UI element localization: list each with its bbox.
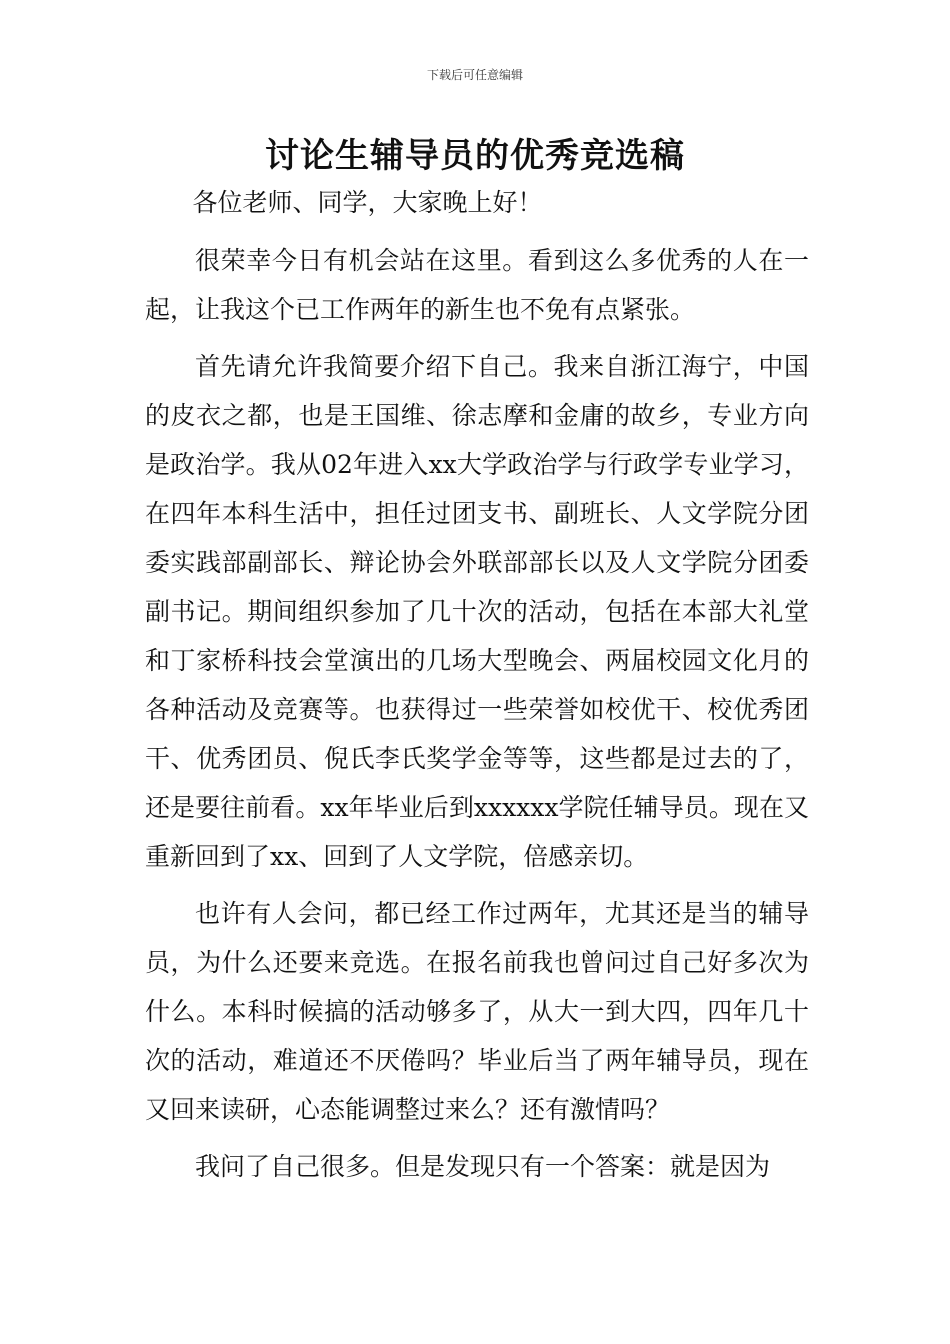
body-paragraph: 首先请允许我简要介绍下自己。我来自浙江海宁，中国的皮衣之都，也是王国维、徐志摩和金庸的故乡，专业方向是政治学。我从02年进入xx大学政治学与行政学专业学习，在四年本科生活中，担任过团支书、副班长、人文学院分团委实践部副部长、辩论协会外联部部长以及人文学院分团委副书记。期间组织参加了几十次的活动，包括在本部大礼堂和丁家桥科技会堂演出的几场大型晚会、两届校园文化月的各种活动及竞赛等。也获得过一些荣誉如校优干、校优秀团干、优秀团员、倪氏李氏奖学金等等，这些都是过去的了，还是要往前看。xx年毕业后到xxxxxx学院任辅导员。现在又重新回到了xx、回到了人文学院，倍感亲切。 <box>145 352 809 871</box>
body-paragraph: 我问了自己很多。但是发现只有一个答案：就是因为 <box>195 1152 771 1181</box>
greeting-paragraph: 各位老师、同学，大家晚上好！ <box>192 188 543 217</box>
header-note: 下载后可任意编辑 <box>426 68 523 82</box>
document-title: 讨论生辅导员的优秀竞选稿 <box>265 136 685 176</box>
body-paragraph: 很荣幸今日有机会站在这里。看到这么多优秀的人在一起，让我这个已工作两年的新生也不免有点紧张。 <box>145 246 809 324</box>
body-paragraph: 也许有人会问，都已经工作过两年，尤其还是当的辅导员，为什么还要来竞选。在报名前我也曾问过自己好多次为什么。本科时候搞的活动够多了，从大一到大四，四年几十次的活动，难道还不厌倦吗？毕业后当了两年辅导员，现在又回来读研，心态能调整过来么？还有激情吗？ <box>145 899 809 1124</box>
document-body <box>145 178 809 1199</box>
